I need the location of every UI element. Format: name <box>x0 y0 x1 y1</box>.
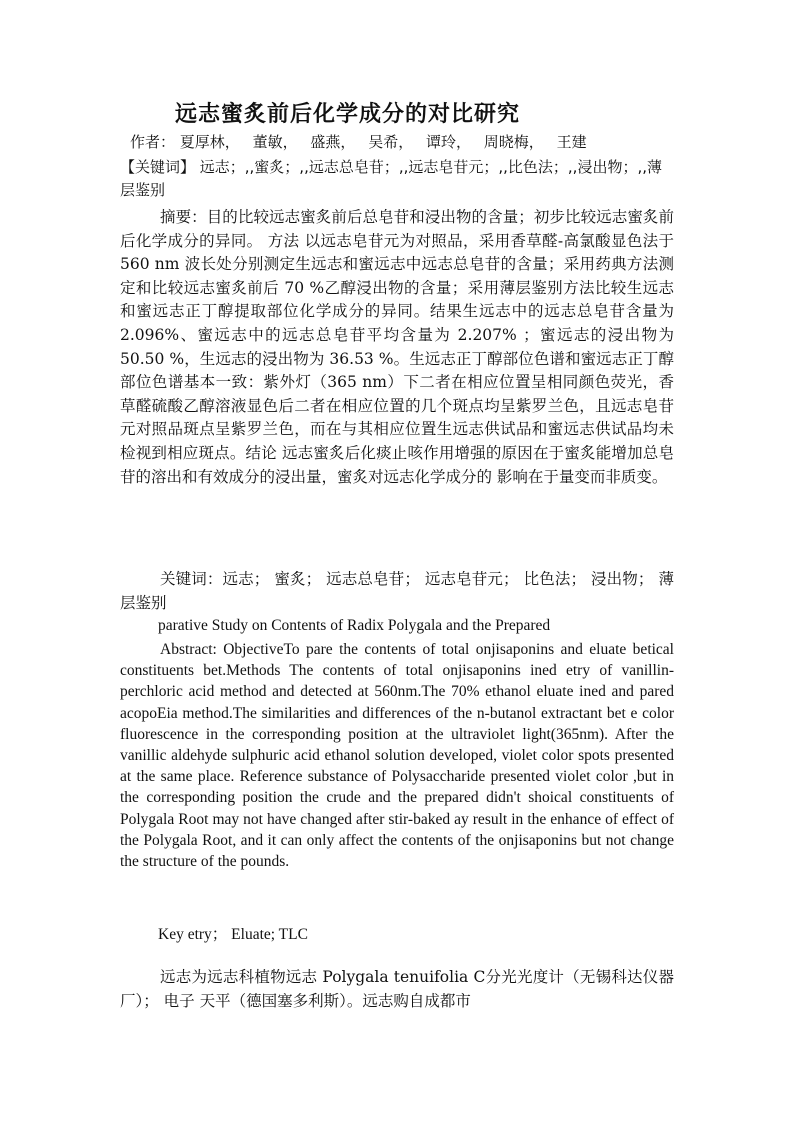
paper-title: 远志蜜炙前后化学成分的对比研究 <box>175 102 521 127</box>
keywords-header-block: 【关键词】 远志；,,蜜炙；,,远志总皂苷；,,远志皂苷元；,,比色法；,,浸出物；,,薄层鉴别 <box>120 158 662 199</box>
author-name: 王建 <box>556 133 587 151</box>
author-name: 盛燕， <box>310 133 356 151</box>
author-name: 吴希， <box>368 133 414 151</box>
author-name: 周晓梅， <box>483 133 544 151</box>
author-name: 夏厚林， <box>179 133 240 151</box>
chinese-abstract: 摘要：目的比较远志蜜炙前后总皂苷和浸出物的含量；初步比较远志蜜炙前后化学成分的异同。 方法 以远志皂苷元为对照品，采用香草醛-高氯酸显色法于 560 nm 波长处分别测定生远志和蜜远志中远志总皂苷的含量；采用药典方法测定和比较远志蜜炙前后 70 %乙醇浸出物的含量；采用薄层鉴别方法比较生远志和蜜远志正丁醇提取部位化学成分的异同。结果生远志中的远志总皂苷含量为 2.096%、蜜远志中的远志总皂苷平均含量为 2.207% ；蜜远志的浸出物为 50.50 %，生远志的浸出物为 36.53 %。生远志正丁醇部位色谱和蜜远志正丁醇部位色谱基本一致：紫外灯（365 nm）下二者在相应位置呈相同颜色荧光，香草醛硫酸乙醇溶液显色后二者在相应位置的几个斑点均呈紫罗兰色，且远志皂苷元对照品斑点呈紫罗兰色，而在与其相应位置生远志供试品和蜜远志供试品均未检视到相应斑点。结论 远志蜜炙后化痰止咳作用增强的原因在于蜜炙能增加总皂苷的溶出和有效成分的浸出量，蜜炙对远志化学成分的 影响在于量变而非质变。 <box>120 208 674 486</box>
author-name: 谭玲， <box>425 133 471 151</box>
chinese-keywords: 关键词：远志； 蜜炙； 远志总皂苷； 远志皂苷元； 比色法； 浸出物； 薄层鉴别 <box>120 570 674 612</box>
body-paragraph: 远志为远志科植物远志 Polygala tenuifolia C分光光度计（无锡科达仪器厂）； 电子 天平（德国塞多利斯）。远志购自成都市 <box>120 968 674 1010</box>
author-name: 董敏， <box>252 133 298 151</box>
english-title: parative Study on Contents of Radix Polygala and the Prepared <box>158 617 551 634</box>
authors-label: 作者： <box>130 133 176 151</box>
author-line <box>130 131 595 152</box>
english-abstract: Abstract: ObjectiveTo pare the contents of total onjisaponins and eluate betical constituents bet.Methods The contents of total onjisaponins ined etry of vanillin-perchloric acid method and detected at 560nm.The 70% ethanol eluate ined and pared acopoEia method.The similarities and differences of the n-butanol extractant bet e color fluorescence in the corresponding position at the ultraviolet light(365nm). After the vanillic aldehyde sulphuric acid ethanol solution developed, violet color spots presented at the same place. Reference substance of Polysaccharide presented violet color ,but in the corresponding position the crude and the prepared didn't shoical constituents of Polygala Root may not have changed after stir-baked ay result in the enhance of effect of the Polygala Root, and it can only affect the contents of the onjisaponins but not change the structure of the pounds. <box>120 641 674 871</box>
english-keywords: Key etry； Eluate; TLC <box>158 926 308 943</box>
